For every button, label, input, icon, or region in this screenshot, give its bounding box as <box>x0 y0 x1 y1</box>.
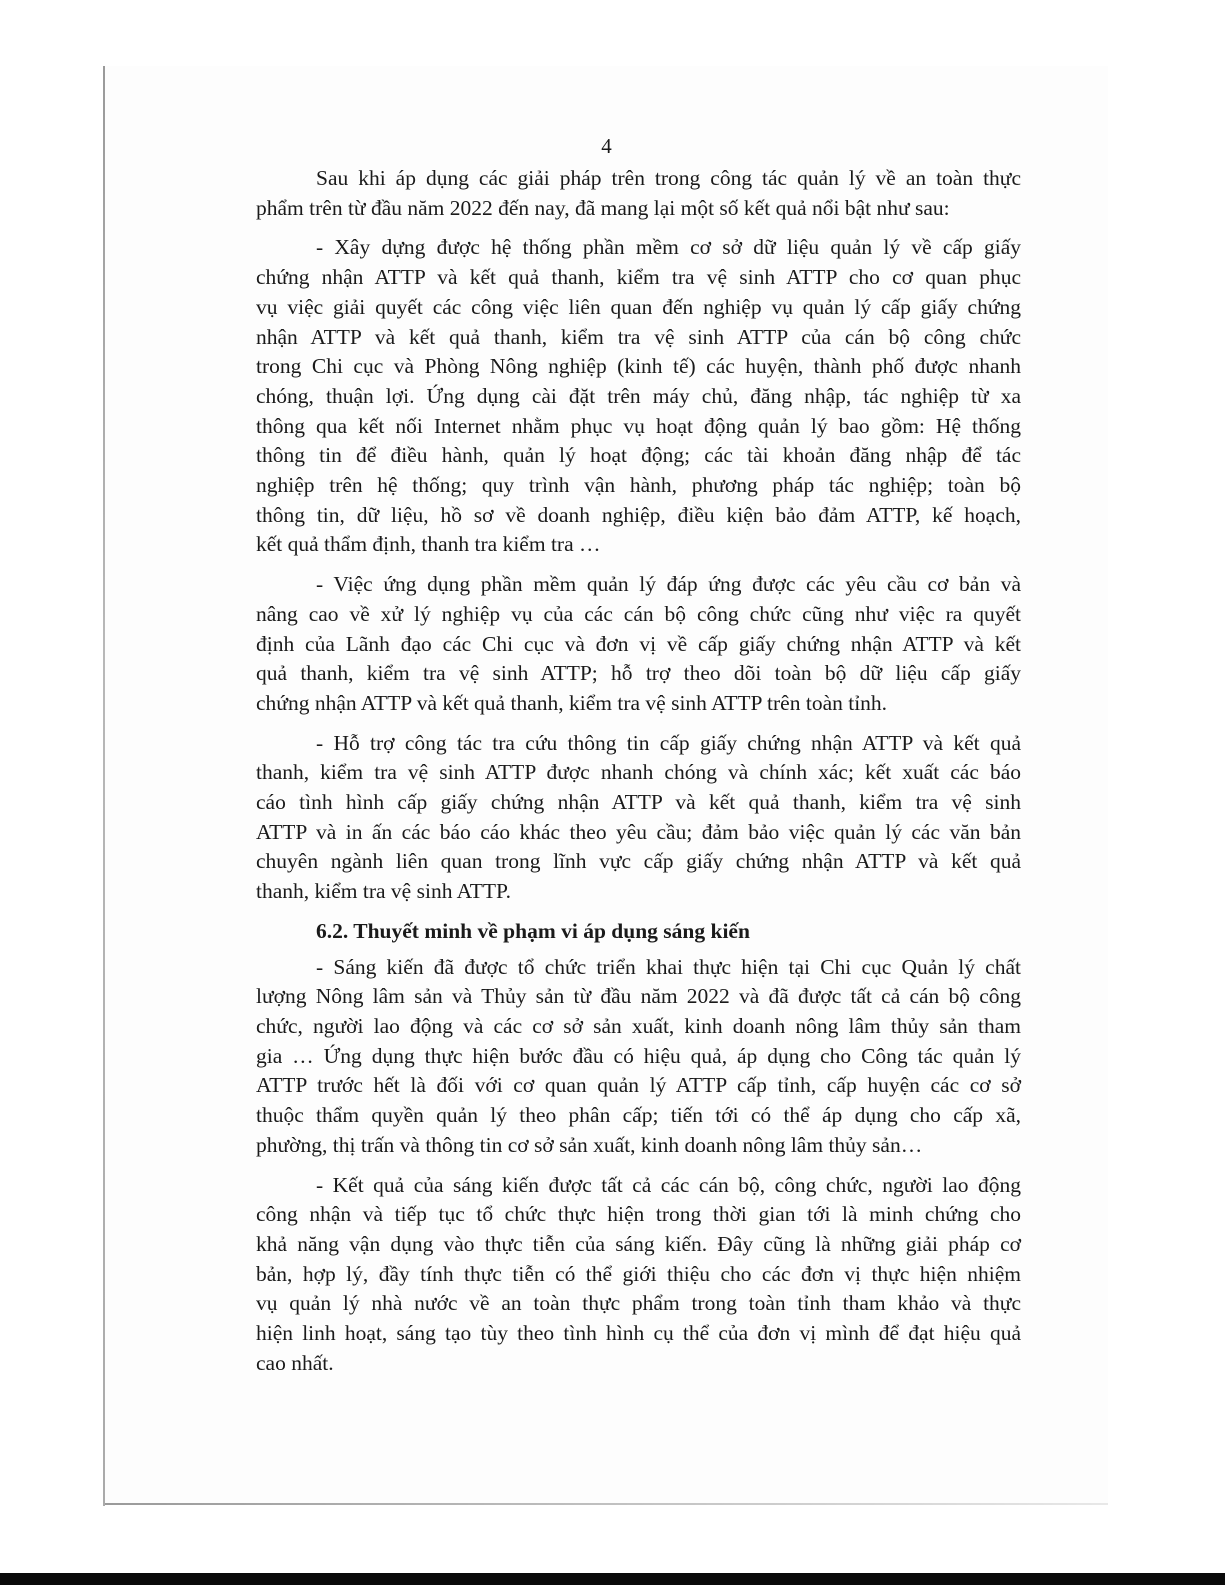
text-line: chứng nhận ATTP và kết quả thanh, kiểm tra vệ sinh ATTP trên toàn tỉnh. <box>256 690 888 715</box>
text-line: thanh, kiểm tra vệ sinh ATTP được nhanh chóng và chính xác; kết xuất các báo <box>256 760 1021 785</box>
text-line: thông qua kết nối Internet nhằm phục vụ hoạt động quản lý bao gồm: Hệ thống <box>256 413 1021 438</box>
paragraph <box>256 729 1021 907</box>
text-line: thông tin để điều hành, quản lý hoạt động; các tài khoản đăng nhập để tác <box>256 443 1021 468</box>
document-page <box>105 66 1108 1503</box>
text-line: khả năng vận dụng vào thực tiễn của sáng kiến. Đây cũng là những giải pháp cơ <box>256 1231 1021 1256</box>
text-line: nâng cao về xử lý nghiệp vụ của các cán bộ công chức cũng như việc ra quyết <box>256 601 1021 626</box>
paragraph <box>256 1171 1021 1379</box>
text-line: cao nhất. <box>256 1350 334 1375</box>
text-line: phẩm trên từ đầu năm 2022 đến nay, đã mang lại một số kết quả nổi bật như sau: <box>256 195 950 220</box>
text-line: thuộc thẩm quyền quản lý theo phân cấp; tiến tới có thể áp dụng cho cấp xã, <box>256 1103 1021 1128</box>
text-line: chứng nhận ATTP và kết quả thanh, kiểm tra vệ sinh ATTP cho cơ quan phục <box>256 265 1021 290</box>
paragraphs-top <box>256 164 1021 907</box>
paragraph <box>256 233 1021 560</box>
text-line: thông tin, dữ liệu, hồ sơ về doanh nghiệp, điều kiện bảo đảm ATTP, kế hoạch, <box>256 502 1021 527</box>
text-line: thanh, kiểm tra vệ sinh ATTP. <box>256 879 511 904</box>
text-line: chuyên ngành liên quan trong lĩnh vực cấp giấy chứng nhận ATTP và kết quả <box>256 849 1021 874</box>
text-line: quả thanh, kiểm tra vệ sinh ATTP; hỗ trợ theo dõi toàn bộ dữ liệu cấp giấy <box>256 661 1021 686</box>
text-line: - Kết quả của sáng kiến được tất cả các cán bộ, công chức, người lao động <box>316 1172 1021 1197</box>
document-body <box>256 164 1021 1388</box>
paragraphs-section <box>256 953 1021 1379</box>
text-line: ATTP trước hết là đối với cơ quan quản lý ATTP cấp tỉnh, cấp huyện các cơ sở <box>256 1073 1021 1098</box>
text-line: ATTP và in ấn các báo cáo khác theo yêu cầu; đảm bảo việc quản lý các văn bản <box>256 819 1021 844</box>
paragraph <box>256 164 1021 223</box>
paragraph <box>256 953 1021 1161</box>
text-line: nghiệp trên hệ thống; quy trình vận hành, phương pháp tác nghiệp; toàn bộ <box>256 473 1021 498</box>
scan-edge-bottom <box>105 1503 1108 1505</box>
text-line: hiện linh hoạt, sáng tạo tùy theo tình hình cụ thể của đơn vị mình để đạt hiệu quả <box>256 1321 1021 1346</box>
text-line: phường, thị trấn và thông tin cơ sở sản xuất, kinh doanh nông lâm thủy sản… <box>256 1132 923 1157</box>
text-line: vụ quản lý nhà nước về an toàn thực phẩm trong toàn tỉnh tham khảo và thực <box>256 1291 1021 1316</box>
text-line: chóng, thuận lợi. Ứng dụng cài đặt trên máy chủ, đăng nhập, tác nghiệp từ xa <box>256 383 1021 408</box>
text-line: - Sáng kiến đã được tổ chức triển khai thực hiện tại Chi cục Quản lý chất <box>316 954 1021 979</box>
text-line: bản, hợp lý, đầy tính thực tiễn có thể giới thiệu cho các đơn vị thực hiện nhiệm <box>256 1261 1021 1286</box>
text-line: vụ việc giải quyết các công việc liên quan đến nghiệp vụ quản lý cấp giấy chứng <box>256 294 1021 319</box>
text-line: cáo tình hình cấp giấy chứng nhận ATTP và kết quả thanh, kiểm tra vệ sinh <box>256 790 1021 815</box>
text-line: nhận ATTP và kết quả thanh, kiểm tra vệ sinh ATTP của cán bộ công chức <box>256 324 1021 349</box>
scan-bottom-border <box>0 1573 1225 1585</box>
section-heading: 6.2. Thuyết minh về phạm vi áp dụng sáng kiến <box>316 918 750 943</box>
text-line: - Việc ứng dụng phần mềm quản lý đáp ứng được các yêu cầu cơ bản và <box>316 572 1021 597</box>
text-line: chức, người lao động và các cơ sở sản xuất, kinh doanh nông lâm thủy sản tham <box>256 1013 1021 1038</box>
text-line: trong Chi cục và Phòng Nông nghiệp (kinh tế) các huyện, thành phố được nhanh <box>256 354 1021 379</box>
text-line: - Hỗ trợ công tác tra cứu thông tin cấp giấy chứng nhận ATTP và kết quả <box>316 730 1021 755</box>
text-line: định của Lãnh đạo các Chi cục và đơn vị về cấp giấy chứng nhận ATTP và kết <box>256 631 1021 656</box>
text-line: - Xây dựng được hệ thống phần mềm cơ sở dữ liệu quản lý về cấp giấy <box>316 235 1021 260</box>
text-line: Sau khi áp dụng các giải pháp trên trong công tác quản lý về an toàn thực <box>316 166 1021 190</box>
text-line: lượng Nông lâm sản và Thủy sản từ đầu năm 2022 và đã được tất cả cán bộ công <box>256 984 1021 1009</box>
text-line: công nhận và tiếp tục tổ chức thực hiện trong thời gian tới là minh chứng cho <box>256 1202 1021 1227</box>
paragraph <box>256 570 1021 719</box>
text-line: gia … Ứng dụng thực hiện bước đầu có hiệu quả, áp dụng cho Công tác quản lý <box>256 1043 1021 1068</box>
page-number: 4 <box>601 134 612 158</box>
text-line: kết quả thẩm định, thanh tra kiểm tra … <box>256 532 601 557</box>
